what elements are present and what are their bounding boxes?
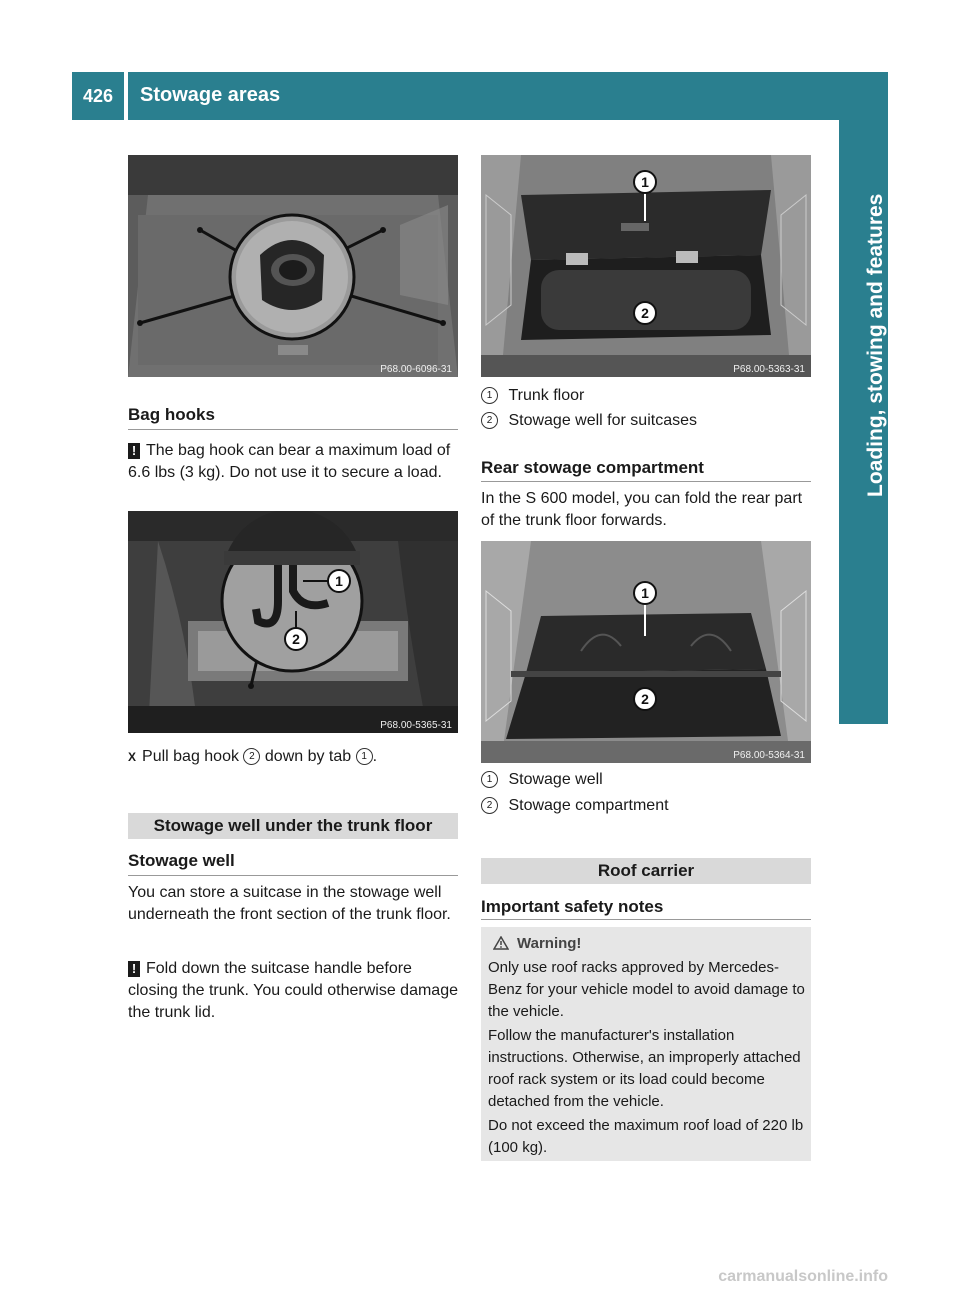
callout-1: 1 [641,585,649,601]
bag-hook-detail-photo [128,511,458,733]
legend-item: 1 Trunk floor [481,385,584,407]
callout-1: 1 [641,174,649,190]
callout-1-icon: 1 [356,748,373,765]
header-separator [124,72,128,120]
safety-notes-heading: Important safety notes [481,897,664,916]
photo-code: P68.00-5363-31 [733,364,805,375]
notice-icon: ! [128,961,140,977]
page-number: 426 [82,86,114,106]
section-rule [481,481,811,482]
warning-title: Warning! [493,935,581,952]
rear-compartment-photo [481,541,811,763]
warning-paragraph: Do not exceed the maximum roof load of 220 lb (100 kg). [488,1117,804,1156]
callout-1: 1 [335,573,343,589]
bag-hooks-heading: Bag hooks [128,405,215,424]
section-rule [128,875,458,876]
legend-item: 2 Stowage compartment [481,795,669,817]
step-arrow-icon: X [128,750,137,764]
stowage-well-heading: Stowage well [128,851,235,870]
legend-number-icon: 2 [481,412,498,429]
stowage-well-body: You can store a suitcase in the stowage well underneath the front section of the trunk floor. [128,884,451,923]
photo-code: P68.00-5364-31 [733,750,805,761]
legend-item: 1 Stowage well [481,769,603,791]
photo-code: P68.00-5365-31 [380,720,452,731]
roof-carrier-section-title: Roof carrier [481,858,811,884]
trunk-floor-photo [481,155,811,377]
warning-paragraph: Follow the manufacturer's installation instructions. Otherwise, an improperly attached roof rack system or its load could become detached from the vehicle. [488,1027,801,1110]
notice-icon: ! [128,443,140,459]
callout-2: 2 [641,691,649,707]
section-rule [128,429,458,430]
callout-2-icon: 2 [243,748,260,765]
watermark: carmanualsonline.info [718,1268,888,1285]
warning-paragraph: Only use roof racks approved by Mercedes-Benz for your vehicle model to avoid damage to the vehicle. [488,959,805,1020]
bag-hook-location-photo [128,155,458,377]
callout-2: 2 [641,305,649,321]
legend-number-icon: 2 [481,797,498,814]
legend-number-icon: 1 [481,771,498,788]
side-tab-label: Loading, stowing and features [864,193,887,497]
warning-box [481,927,811,1161]
legend-number-icon: 1 [481,387,498,404]
photo-code: P68.00-6096-31 [380,364,452,375]
rear-stowage-heading: Rear stowage compartment [481,458,704,477]
stowage-well-section-title: Stowage well under the trunk floor [128,813,458,839]
warning-triangle-icon [493,936,509,950]
rear-stowage-body: In the S 600 model, you can fold the rear part of the trunk floor forwards. [481,490,803,529]
bag-hook-notice: ! The bag hook can bear a maximum load of 6.6 lbs (3 kg). Do not use it to secure a load. [128,442,451,481]
side-tab-block [839,674,888,724]
page-title: Stowage areas [140,84,281,106]
bag-hook-step: X Pull bag hook 2 down by tab 1 . [128,746,458,768]
callout-2: 2 [292,631,300,647]
stowage-well-notice: ! Fold down the suitcase handle before closing the trunk. You could otherwise damage the trunk lid. [128,960,458,1021]
legend-item: 2 Stowage well for suitcases [481,410,697,432]
section-rule [481,919,811,920]
